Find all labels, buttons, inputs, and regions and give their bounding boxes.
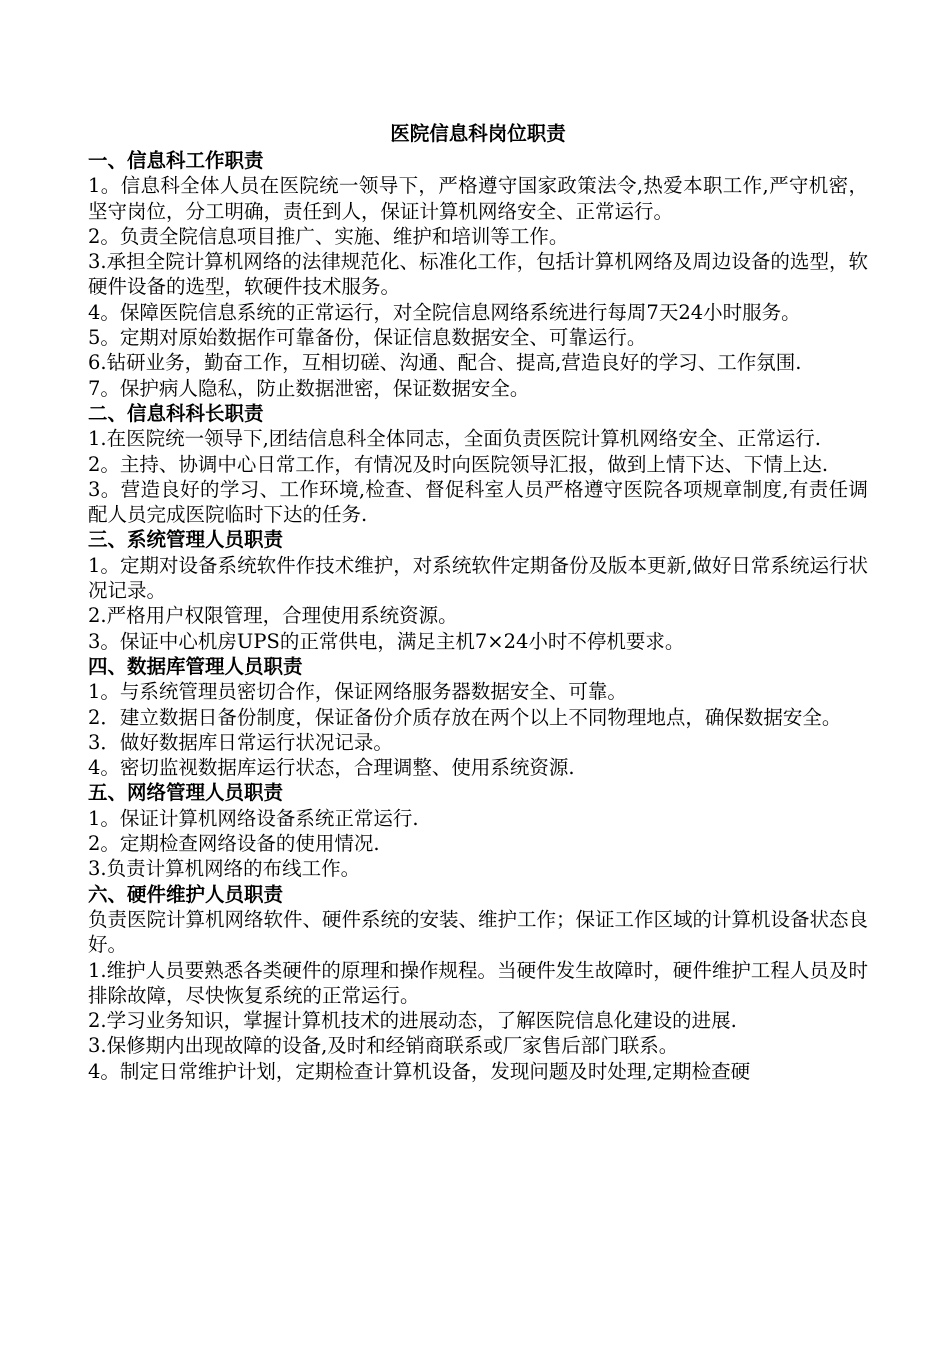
document-body: [88, 120, 868, 1084]
section-database-admin-duties: [88, 654, 868, 780]
paragraph: 3.负责计算机网络的布线工作。: [88, 857, 361, 881]
section-hardware-maintenance-duties: [88, 882, 868, 1084]
paragraph: 5。定期对原始数据作可靠备份，保证信息数据安全、可靠运行。: [88, 326, 647, 350]
paragraph: 4。密切监视数据库运行状态，合理调整、使用系统资源.: [88, 756, 575, 780]
paragraph: 负责医院计算机网络软件、硬件系统的安装、维护工作；保证工作区域的计算机设备状态良好。: [88, 907, 869, 957]
paragraph: 4。保障医院信息系统的正常运行，对全院信息网络系统进行每周7天24小时服务。: [88, 300, 801, 324]
paragraph: 1。与系统管理员密切合作，保证网络服务器数据安全、可靠。: [88, 680, 627, 704]
paragraph: 3.承担全院计算机网络的法律规范化、标准化工作，包括计算机网络及周边设备的选型，软硬件设备的选型，软硬件技术服务。: [88, 250, 868, 299]
paragraph: 3.保修期内出现故障的设备,及时和经销商联系或厂家售后部门联系。: [88, 1034, 679, 1058]
paragraph: 3。营造良好的学习、工作环境,检查、督促科室人员严格遵守医院各项规章制度,有责任调配人员完成医院临时下达的任务.: [88, 477, 868, 527]
paragraph: 2。主持、协调中心日常工作，有情况及时向医院领导汇报，做到上情下达、下情上达.: [88, 452, 829, 476]
section-heading: 一、信息科工作职责: [88, 149, 264, 172]
section-system-admin-duties: [88, 527, 868, 653]
paragraph: 2.严格用户权限管理，合理使用系统资源。: [88, 604, 458, 628]
paragraph: 2．建立数据日备份制度，保证备份介质存放在两个以上不同物理地点，确保数据安全。: [88, 705, 842, 729]
section-heading: 三、系统管理人员职责: [88, 528, 284, 552]
section-heading: 四、数据库管理人员职责: [88, 654, 303, 678]
document-title: 医院信息科岗位职责: [390, 122, 566, 145]
paragraph: 1。定期对设备系统软件作技术维护，对系统软件定期备份及版本更新,做好日常系统运行状况记录。: [88, 553, 868, 603]
paragraph: 1。保证计算机网络设备系统正常运行.: [88, 806, 419, 830]
section-heading: 五、网络管理人员职责: [88, 781, 284, 805]
paragraph: 2。定期检查网络设备的使用情况.: [88, 832, 380, 856]
paragraph: 2.学习业务知识，掌握计算机技术的进展动态，了解医院信息化建设的进展.: [88, 1009, 737, 1033]
paragraph: 6.钻研业务，勤奋工作，互相切磋、沟通、配合、提高,营造良好的学习、工作氛围.: [88, 351, 802, 375]
paragraph: 3。保证中心机房UPS的正常供电，满足主机7×24小时不停机要求。: [88, 629, 685, 653]
paragraph: 2。负责全院信息项目推广、实施、维护和培训等工作。: [88, 224, 569, 248]
paragraph: 3．做好数据库日常运行状况记录。: [88, 730, 393, 754]
paragraph: 7。保护病人隐私，防止数据泄密，保证数据安全。: [88, 376, 530, 400]
paragraph: 1.维护人员要熟悉各类硬件的原理和操作规程。当硬件发生故障时，硬件维护工程人员及时排除故障，尽快恢复系统的正常运行。: [88, 958, 868, 1007]
paragraph: 4。制定日常维护计划，定期检查计算机设备，发现问题及时处理,定期检查硬: [88, 1059, 751, 1083]
section-network-admin-duties: [88, 780, 868, 881]
paragraph: 1.在医院统一领导下,团结信息科全体同志，全面负责医院计算机网络安全、正常运行.: [88, 427, 822, 451]
section-heading: 六、硬件维护人员职责: [88, 882, 284, 906]
section-heading: 二、信息科科长职责: [88, 401, 264, 425]
section-director-duties: [88, 401, 868, 527]
paragraph: 1。信息科全体人员在医院统一领导下，严格遵守国家政策法令,热爱本职工作,严守机密，坚守岗位，分工明确，责任到人，保证计算机网络安全、正常运行。: [88, 174, 868, 223]
section-work-duties: [88, 148, 868, 401]
